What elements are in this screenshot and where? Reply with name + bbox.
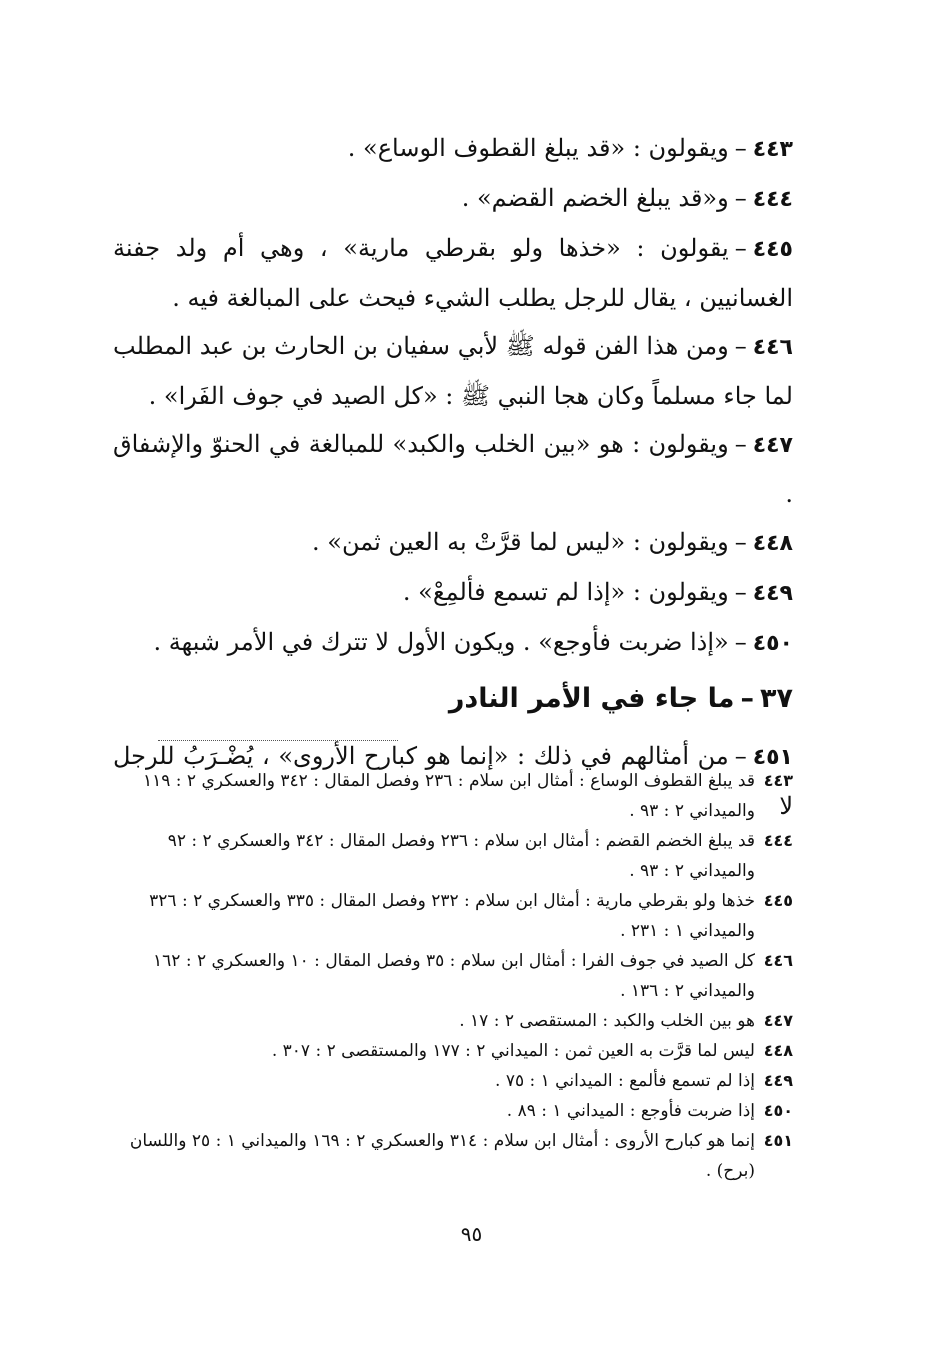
entry-text: ومن هذا الفن قوله ﷺ لأبي سفيان بن الحارث بن عبد المطلب لما جاء مسلماً وكان هجا النبي ﷺ : «كل الصيد في جوف الفَرا» . <box>113 332 793 410</box>
footnote-444 <box>113 826 793 886</box>
footnote-number: ٤٤٣ <box>763 771 793 790</box>
entry-449 <box>113 568 793 618</box>
footnote-number: ٤٤٨ <box>763 1041 793 1060</box>
entry-447 <box>113 420 793 518</box>
footnote-number: ٤٤٤ <box>763 831 793 850</box>
entry-number: ٤٤٨ <box>752 531 793 556</box>
main-text <box>113 124 793 830</box>
footnote-447 <box>113 1006 793 1036</box>
entry-number: ٤٥١ <box>752 745 793 770</box>
entry-dash: – <box>734 332 747 360</box>
footnote-446 <box>113 946 793 1006</box>
entry-text: ويقولون : «ليس لما قرَّتْ به العين ثمن» . <box>312 528 729 556</box>
entry-dash: – <box>734 134 747 162</box>
entry-dash: – <box>734 430 747 458</box>
page-number: ٩٥ <box>460 1222 483 1246</box>
entry-dash: – <box>734 184 747 212</box>
entry-dash: – <box>734 628 747 656</box>
section-number: ٣٧ <box>760 683 793 714</box>
footnote-text: كل الصيد في جوف الفرا : أمثال ابن سلام : ٣٥ وفصل المقال : ١٠ والعسكري ٢ : ١٦٢ والميداني ٢ : ١٣٦ . <box>153 951 755 1001</box>
footnote-450 <box>113 1096 793 1126</box>
footnote-number: ٤٤٧ <box>763 1011 793 1030</box>
footnote-text: إذا ضربت فأوجع : الميداني ١ : ٨٩ . <box>506 1101 755 1121</box>
entry-number: ٤٤٣ <box>752 137 793 162</box>
entry-number: ٤٤٥ <box>752 237 793 262</box>
footnote-number: ٤٥١ <box>763 1131 793 1150</box>
footnote-text: قد يبلغ القطوف الوساع : أمثال ابن سلام : ٢٣٦ وفصل المقال : ٣٤٢ والعسكري ٢ : ١١٩ والميداني ٢ : ٩٣ . <box>142 771 755 821</box>
entry-text: ويقولون : «إذا لم تسمع فألمِعْ» . <box>402 578 729 606</box>
entry-444 <box>113 174 793 224</box>
entry-text: و«قد يبلغ الخضم القضم» . <box>461 184 729 212</box>
footnote-number: ٤٤٥ <box>763 891 793 910</box>
footnote-448 <box>113 1036 793 1066</box>
footnote-text: إنما هو كبارح الأروى : أمثال ابن سلام : ٣١٤ والعسكري ٢ : ١٦٩ والميداني ١ : ٢٥ واللسان (برح) . <box>129 1131 755 1181</box>
footnote-number: ٤٥٠ <box>763 1101 793 1120</box>
entry-number: ٤٤٦ <box>752 335 793 360</box>
footnote-number: ٤٤٩ <box>763 1071 793 1090</box>
footnotes <box>113 766 793 1186</box>
footnote-449 <box>113 1066 793 1096</box>
entry-text: ويقولون : هو «بين الخلب والكبد» للمبالغة في الحنوّ والإشفاق . <box>113 430 793 508</box>
entry-number: ٤٤٤ <box>752 187 793 212</box>
footnote-text: إذا لم تسمع فألمع : الميداني ١ : ٧٥ . <box>495 1071 755 1091</box>
section-heading <box>113 672 793 726</box>
entry-448 <box>113 518 793 568</box>
footnote-text: هو بين الخلب والكبد : المستقصى ٢ : ١٧ . <box>459 1011 755 1031</box>
entry-dash: – <box>734 742 747 770</box>
entry-text: يقولون : «خذها ولو بقرطي مارية» ، وهي أم ولد جفنة الغسانيين ، يقال للرجل يطلب الشيء فيحث على المبالغة فيه . <box>113 234 793 312</box>
entry-number: ٤٤٧ <box>752 433 793 458</box>
entry-text: ويقولون : «قد يبلغ القطوف الوساع» . <box>347 134 729 162</box>
entry-dash: – <box>734 578 747 606</box>
footnote-text: خذها ولو بقرطي مارية : أمثال ابن سلام : ٢٣٢ وفصل المقال : ٣٣٥ والعسكري ٢ : ٣٢٦ والميداني ١ : ٢٣١ . <box>149 891 755 941</box>
footnote-text: ليس لما قرَّت به العين ثمن : الميداني ٢ : ١٧٧ والمستقصى ٢ : ٣٠٧ . <box>271 1041 755 1061</box>
entry-445 <box>113 224 793 322</box>
footnote-445 <box>113 886 793 946</box>
footnote-number: ٤٤٦ <box>763 951 793 970</box>
entry-number: ٤٥٠ <box>752 631 793 656</box>
section-title: ما جاء في الأمر النادر <box>448 683 735 714</box>
entry-450 <box>113 618 793 668</box>
heading-dash: – <box>740 683 755 714</box>
entry-dash: – <box>734 234 747 262</box>
entry-text: من أمثالهم في ذلك : «إنما هو كبارح الأروى» ، يُضْـرَبُ للرجل لا <box>113 742 793 820</box>
footnote-443 <box>113 766 793 826</box>
entry-446 <box>113 322 793 420</box>
footnote-text: قد يبلغ الخضم القضم : أمثال ابن سلام : ٢٣٦ وفصل المقال : ٣٤٢ والعسكري ٢ : ٩٢ والميداني ٢ : ٩٣ . <box>167 831 755 881</box>
footnote-451 <box>113 1126 793 1186</box>
entry-number: ٤٤٩ <box>752 581 793 606</box>
footnote-separator <box>158 740 398 741</box>
entry-text: «إذا ضربت فأوجع» . ويكون الأول لا تترك في الأمر شبهة . <box>153 628 729 656</box>
entry-443 <box>113 124 793 174</box>
entry-dash: – <box>734 528 747 556</box>
